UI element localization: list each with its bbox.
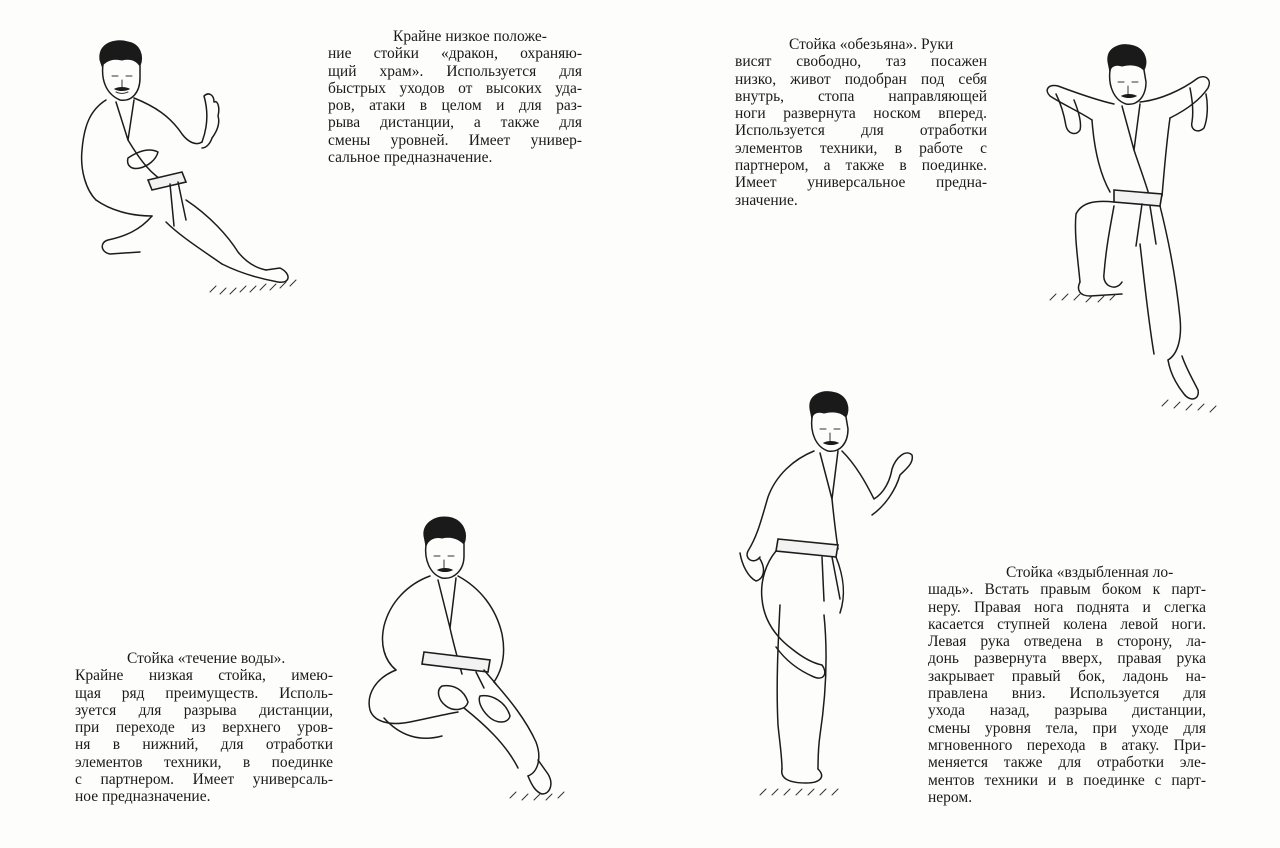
text-line: ров, атаки в целом и для раз- bbox=[328, 97, 582, 115]
text-line: при переходе из верхнего уров- bbox=[75, 719, 333, 737]
text-line: висят свободно, таз посажен bbox=[735, 53, 987, 71]
text-line: значение. bbox=[735, 191, 798, 209]
text-line: закрывает правый бок, ладонь на- bbox=[928, 667, 1206, 685]
text-line: ноги развернута носком вперед. bbox=[735, 105, 987, 123]
text-line: донь развернута вверх, правая рука bbox=[928, 650, 1206, 668]
text-line: внутрь, стопа направляющей bbox=[735, 87, 987, 105]
text-line: Крайне низкое положе- bbox=[393, 28, 547, 45]
text-line: смены уровней. Имеет универ- bbox=[328, 131, 582, 149]
text-line: Имеет универсальное предна- bbox=[735, 174, 987, 192]
text-line: быстрых уходов от высоких уда- bbox=[328, 79, 582, 97]
text-line: нером. bbox=[928, 788, 973, 806]
monkey-stance-text bbox=[735, 36, 987, 209]
text-line: зуется для разрыва дистанции, bbox=[75, 701, 333, 719]
text-line: Левая рука отведена в сторону, ла- bbox=[928, 633, 1206, 651]
text-line: меняется также для отработки эле- bbox=[928, 754, 1206, 772]
text-line: правлена вниз. Используется для bbox=[928, 685, 1206, 703]
text-line: Используется для отработки bbox=[735, 122, 987, 140]
figure-monkey-stance-illustration bbox=[1030, 38, 1230, 428]
text-line: неру. Правая нога поднята и слегка bbox=[928, 598, 1206, 616]
text-line: Стойка «вздыбленная ло- bbox=[1006, 564, 1174, 581]
text-line: Крайне низкая стойка, имею- bbox=[75, 667, 333, 685]
text-line: смены уровня тела, при уходе для bbox=[928, 719, 1206, 737]
horse-stance-text bbox=[928, 564, 1206, 806]
text-line: Стойка «обезьяна». Руки bbox=[789, 36, 954, 53]
text-line: рыва дистанции, а также для bbox=[328, 114, 582, 132]
text-line: ние стойки «дракон, охраняю- bbox=[328, 45, 582, 63]
text-line: мгновенного перехода в атаку. При- bbox=[928, 736, 1206, 754]
text-line: ня в нижний, для отработки bbox=[75, 736, 333, 754]
text-line: сальное предназначение. bbox=[328, 149, 493, 167]
text-line: шадь». Встать правым боком к парт- bbox=[928, 581, 1206, 599]
figure-rearing-horse-stance-illustration bbox=[720, 385, 920, 805]
figure-dragon-stance-illustration bbox=[70, 30, 320, 300]
figure-flowing-water-stance-illustration bbox=[360, 510, 590, 810]
water-stance-text bbox=[75, 650, 333, 806]
text-line: ментов техники и в поединке с парт- bbox=[928, 771, 1206, 789]
text-line: партнером, а также в поединке. bbox=[735, 157, 987, 175]
text-line: щий храм». Используется для bbox=[328, 62, 582, 80]
text-line: касается ступней колена левой ноги. bbox=[928, 615, 1206, 633]
text-line: Стойка «течение воды». bbox=[127, 650, 286, 667]
text-line: элементов техники, в поединке bbox=[75, 753, 333, 771]
text-line: щая ряд преимуществ. Исполь- bbox=[75, 684, 333, 702]
text-line: с партнером. Имеет универсаль- bbox=[75, 771, 333, 789]
text-line: низко, живот подобран под себя bbox=[735, 70, 987, 88]
text-line: ное предназначение. bbox=[75, 788, 211, 806]
dragon-stance-text bbox=[328, 28, 582, 166]
text-line: элементов техники, в работе с bbox=[735, 139, 987, 157]
text-line: ухода назад, разрыва дистанции, bbox=[928, 702, 1206, 720]
